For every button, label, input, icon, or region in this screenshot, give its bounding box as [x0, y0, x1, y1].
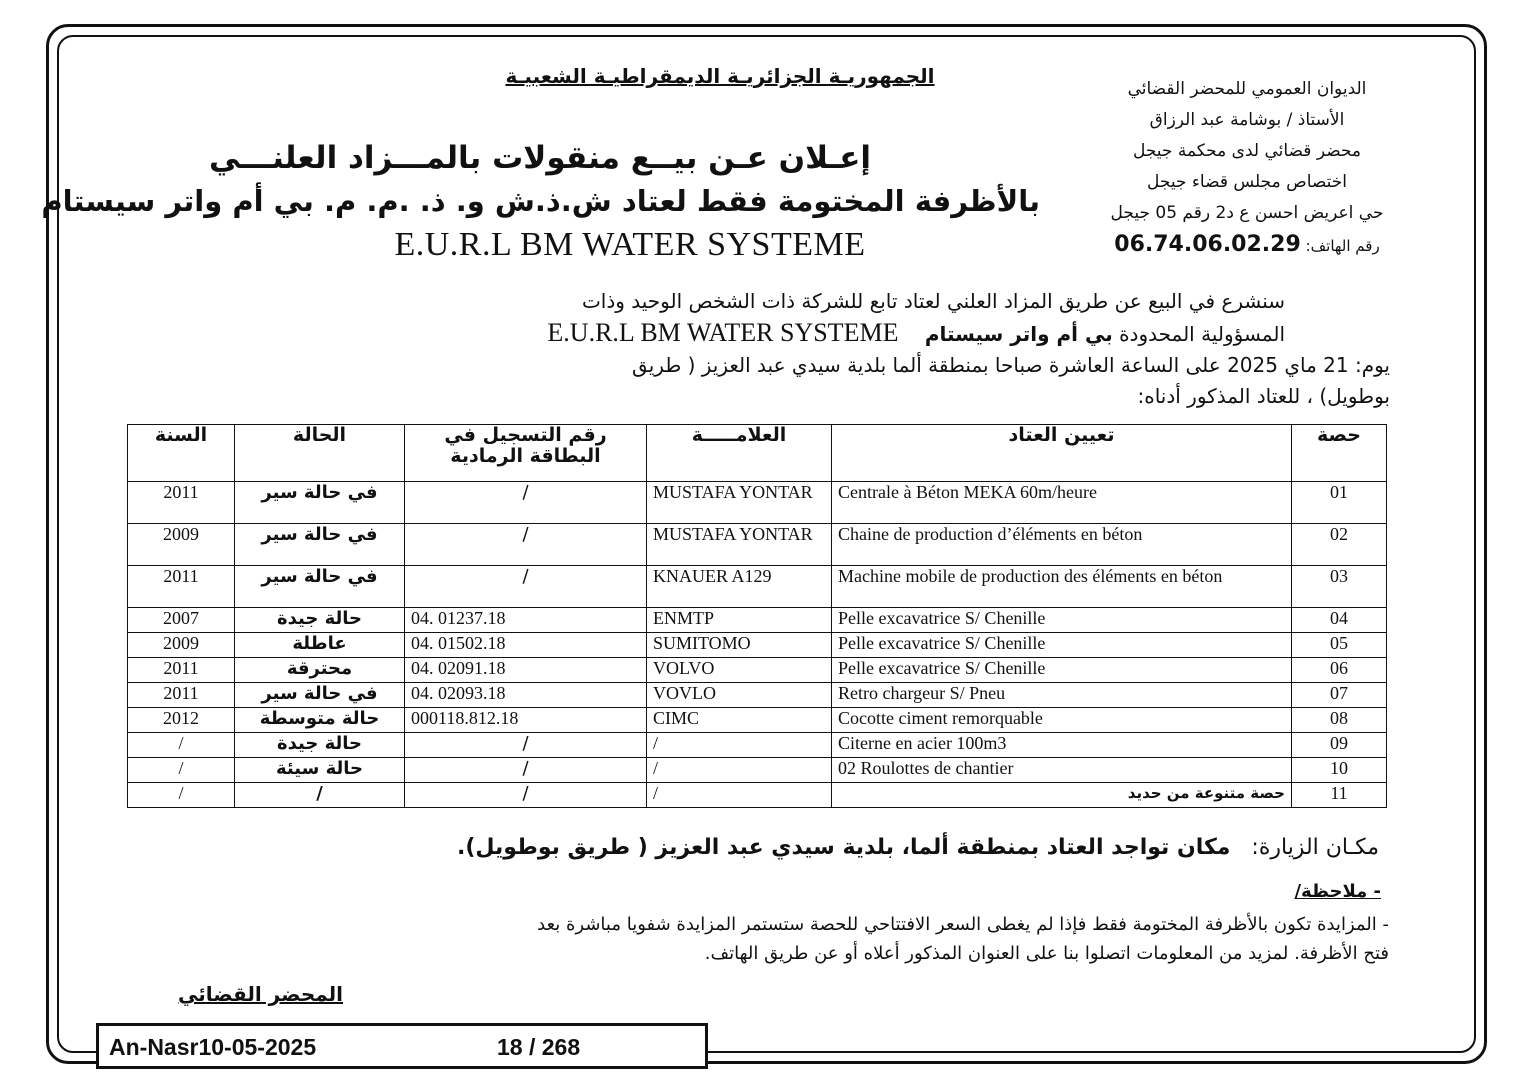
- brand-cell: /: [647, 758, 832, 783]
- brand-cell: CIMC: [647, 708, 832, 733]
- court-office-line: اختصاص مجلس قضاء جيجل: [1147, 172, 1347, 192]
- signature: المحضر القضائي: [178, 982, 344, 1006]
- bailiff-name: الأستاذ / بوشامة عبد الرزاق: [1149, 110, 1345, 130]
- page-number: 18 / 268: [497, 1034, 581, 1060]
- registration-cell: 04. 02093.18: [405, 683, 647, 708]
- court-office-line: محضر قضائي لدى محكمة جيجل: [1132, 141, 1362, 161]
- header-state: الحالة: [235, 425, 405, 482]
- year-cell: /: [128, 783, 235, 808]
- table-row: [128, 658, 1387, 683]
- state-cell: عاطلة: [235, 633, 405, 658]
- note-line: فتح الأظرفة. لمزيد من المعلومات اتصلوا بنا على العنوان المذكور أعلاه أو عن طريق الهاتف.: [704, 943, 1389, 964]
- intro-line: بوطويل) ، للعتاد المذكور أدناه:: [1137, 384, 1390, 408]
- phone-label: رقم الهاتف:: [1305, 237, 1380, 255]
- year-cell: /: [128, 758, 235, 783]
- court-office-block: [1057, 74, 1437, 262]
- table-row: [128, 608, 1387, 633]
- year-cell: 2009: [128, 524, 235, 566]
- brand-cell: VOVLO: [647, 683, 832, 708]
- designation-cell: Chaine de production d’éléments en béton: [832, 524, 1292, 566]
- table-row: [128, 566, 1387, 608]
- brand-cell: SUMITOMO: [647, 633, 832, 658]
- header-designation: تعيين العتاد: [832, 425, 1292, 482]
- header-lot: حصة: [1292, 425, 1387, 482]
- year-cell: /: [128, 733, 235, 758]
- intro-line: يوم: 21 ماي 2025 على الساعة العاشرة صباحا بمنطقة ألما بلدية سيدي عبد العزيز ( طريق: [632, 353, 1390, 377]
- registration-cell: /: [405, 733, 647, 758]
- brand-cell: /: [647, 733, 832, 758]
- intro-brand: بي أم واتر سيستام: [924, 322, 1113, 346]
- intro-paragraph: [160, 286, 1390, 412]
- header-brand: العلامـــــة: [647, 425, 832, 482]
- year-cell: 2011: [128, 566, 235, 608]
- designation-cell: Machine mobile de production des éléments en béton: [832, 566, 1292, 608]
- state-cell: في حالة سير: [235, 566, 405, 608]
- lot-cell: 01: [1292, 482, 1387, 524]
- brand-cell: MUSTAFA YONTAR: [647, 524, 832, 566]
- phone-number: 06.74.06.02.29: [1114, 232, 1301, 257]
- brand-cell: KNAUER A129: [647, 566, 832, 608]
- brand-cell: /: [647, 783, 832, 808]
- registration-cell: /: [405, 758, 647, 783]
- state-cell: حالة جيدة: [235, 608, 405, 633]
- republic-heading: الجمهوريـة الجزائريـة الديمقراطيـة الشعبيـة: [505, 64, 935, 88]
- designation-cell: 02 Roulottes de chantier: [832, 758, 1292, 783]
- table-row: [128, 633, 1387, 658]
- table-row: [128, 482, 1387, 524]
- table-row: [128, 708, 1387, 733]
- table-row: [128, 524, 1387, 566]
- brand-cell: VOLVO: [647, 658, 832, 683]
- designation-cell: Citerne en acier 100m3: [832, 733, 1292, 758]
- state-cell: محترقة: [235, 658, 405, 683]
- table-header-row: [128, 425, 1387, 482]
- registration-cell: 04. 02091.18: [405, 658, 647, 683]
- lot-cell: 07: [1292, 683, 1387, 708]
- note-line: - المزايدة تكون بالأظرفة المختومة فقط فإذا لم يغطى السعر الافتتاحي للحصة ستستمر المزايدة شفويا مباشرة بعد: [537, 914, 1389, 935]
- state-cell: في حالة سير: [235, 683, 405, 708]
- court-office-line: الديوان العمومي للمحضر القضائي: [1127, 79, 1367, 99]
- year-cell: 2011: [128, 683, 235, 708]
- lot-cell: 03: [1292, 566, 1387, 608]
- table-row: [128, 683, 1387, 708]
- registration-cell: /: [405, 524, 647, 566]
- lot-cell: 09: [1292, 733, 1387, 758]
- lot-cell: 02: [1292, 524, 1387, 566]
- state-cell: حالة جيدة: [235, 733, 405, 758]
- designation-cell: Pelle excavatrice S/ Chenille: [832, 633, 1292, 658]
- company-name-latin: E.U.R.L BM WATER SYSTEME: [394, 226, 866, 263]
- announcement-title: إعـلان عـن بيــع منقولات بالمـــزاد العلنـــي: [208, 140, 872, 176]
- designation-cell: Pelle excavatrice S/ Chenille: [832, 658, 1292, 683]
- lot-cell: 11: [1292, 783, 1387, 808]
- note-heading: - ملاحظة/: [1294, 881, 1381, 902]
- table-row: [128, 758, 1387, 783]
- lot-cell: 08: [1292, 708, 1387, 733]
- lot-cell: 10: [1292, 758, 1387, 783]
- table-row: [128, 783, 1387, 808]
- intro-company-latin: E.U.R.L BM WATER SYSTEME: [547, 318, 899, 347]
- brand-cell: MUSTAFA YONTAR: [647, 482, 832, 524]
- designation-cell: Centrale à Béton MEKA 60m/heure: [832, 482, 1292, 524]
- visit-value: مكان تواجد العتاد بمنطقة ألما، بلدية سيدي عبد العزيز ( طريق بوطويل).: [457, 835, 1231, 860]
- registration-cell: /: [405, 783, 647, 808]
- equipment-table: [127, 424, 1387, 808]
- registration-cell: 04. 01237.18: [405, 608, 647, 633]
- designation-cell: Cocotte ciment remorquable: [832, 708, 1292, 733]
- designation-cell: Pelle excavatrice S/ Chenille: [832, 608, 1292, 633]
- state-cell: في حالة سير: [235, 524, 405, 566]
- registration-cell: /: [405, 566, 647, 608]
- note-text: [139, 910, 1389, 968]
- lot-cell: 04: [1292, 608, 1387, 633]
- registration-cell: 04. 01502.18: [405, 633, 647, 658]
- state-cell: حالة متوسطة: [235, 708, 405, 733]
- table-row: [128, 733, 1387, 758]
- state-cell: في حالة سير: [235, 482, 405, 524]
- header-registration: رقم التسجيل في البطاقة الرمادية: [405, 425, 647, 482]
- designation-cell: Retro chargeur S/ Pneu: [832, 683, 1292, 708]
- state-cell: /: [235, 783, 405, 808]
- announcement-subtitle: بالأظرفة المختومة فقط لعتاد ش.ذ.ش و. ذ. .م. م. بي أم واتر سيستام: [41, 184, 1040, 218]
- intro-prefix: المسؤولية المحدودة: [1119, 322, 1285, 346]
- intro-line: سنشرع في البيع عن طريق المزاد العلني لعتاد تابع للشركة ذات الشخص الوحيد وذات: [581, 289, 1285, 313]
- year-cell: 2007: [128, 608, 235, 633]
- court-address: حي اعريض احسن ع د2 رقم 05 جيجل: [1110, 203, 1384, 223]
- year-cell: 2011: [128, 482, 235, 524]
- registration-cell: /: [405, 482, 647, 524]
- header-year: السنة: [128, 425, 235, 482]
- phone-line: [1057, 229, 1437, 262]
- year-cell: 2012: [128, 708, 235, 733]
- lot-cell: 05: [1292, 633, 1387, 658]
- state-cell: حالة سيئة: [235, 758, 405, 783]
- visit-place: [457, 835, 1379, 860]
- brand-cell: ENMTP: [647, 608, 832, 633]
- intro-line: [160, 317, 1390, 350]
- visit-label: مكـان الزيارة:: [1251, 835, 1379, 860]
- designation-cell: حصة متنوعة من حديد: [832, 783, 1292, 808]
- registration-cell: 000118.812.18: [405, 708, 647, 733]
- year-cell: 2011: [128, 658, 235, 683]
- year-cell: 2009: [128, 633, 235, 658]
- publication-footer: [96, 1023, 708, 1069]
- lot-cell: 06: [1292, 658, 1387, 683]
- publication-ref: An-Nasr10-05-2025: [109, 1034, 317, 1060]
